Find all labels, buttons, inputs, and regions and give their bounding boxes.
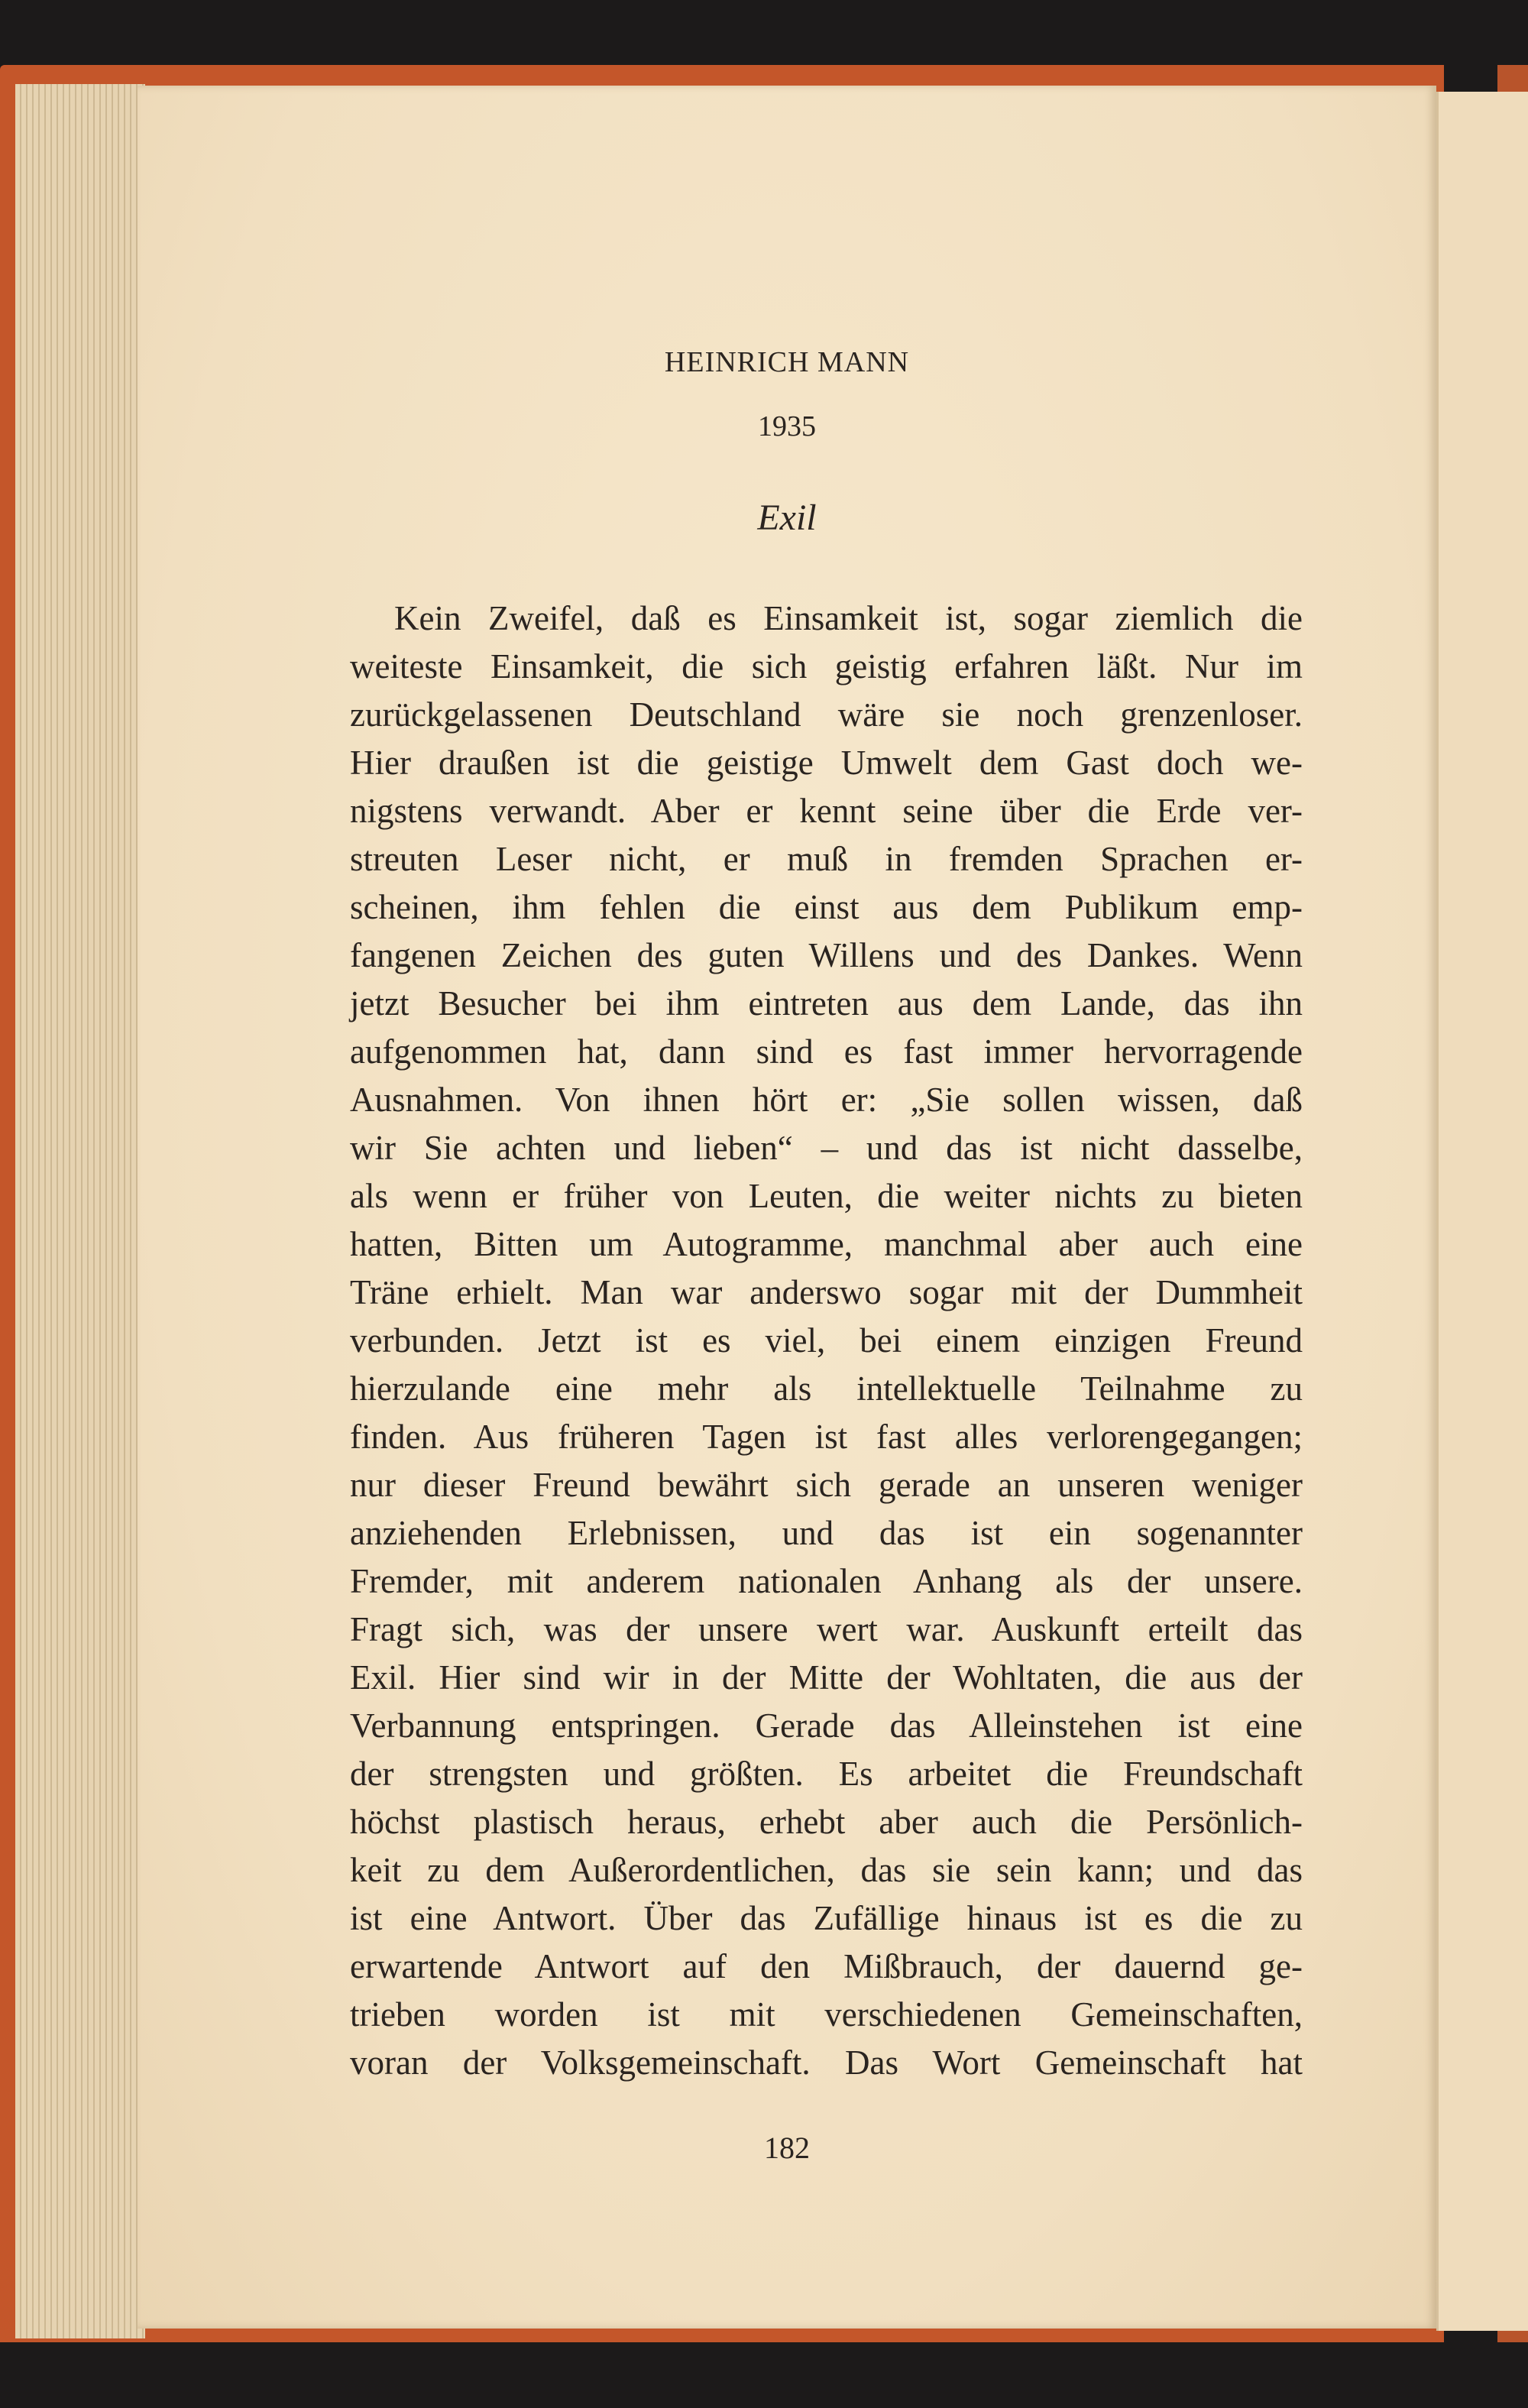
text-line: keit zu dem Außerordentlichen, das sie sein kann; und das [350, 1851, 1303, 1889]
text-line: fangenen Zeichen des guten Willens und des Dankes. Wenn [350, 936, 1303, 974]
text-line: zurückgelassenen Deutschland wäre sie noch grenzenloser. [350, 695, 1303, 734]
text-line: Hier draußen ist die geistige Umwelt dem Gast doch we- [350, 744, 1303, 782]
text-line: Ausnahmen. Von ihnen hört er: „Sie sollen wissen, daß [350, 1081, 1303, 1119]
book-page [138, 86, 1436, 2329]
facing-page-edge [1436, 92, 1528, 2331]
text-line: weiteste Einsamkeit, die sich geistig erfahren läßt. Nur im [350, 647, 1303, 685]
chapter-title: Exil [757, 497, 817, 538]
text-line: trieben worden ist mit verschiedenen Gemeinschaften, [350, 1995, 1303, 2034]
text-line: verbunden. Jetzt ist es viel, bei einem einzigen Freund [350, 1321, 1303, 1360]
text-line: der strengsten und größten. Es arbeitet die Freundschaft [350, 1755, 1303, 1793]
text-line: voran der Volksgemeinschaft. Das Wort Gemeinschaft hat [350, 2043, 1303, 2082]
text-line: Exil. Hier sind wir in der Mitte der Wohltaten, die aus der [350, 1658, 1303, 1697]
page-number: 182 [764, 2131, 810, 2165]
text-line: Fremder, mit anderem nationalen Anhang als der unsere. [350, 1562, 1303, 1600]
body-text [350, 595, 1303, 2087]
text-line: jetzt Besucher bei ihm eintreten aus dem Lande, das ihn [350, 984, 1303, 1023]
text-line: Verbannung entspringen. Gerade das Alleinstehen ist eine [350, 1706, 1303, 1745]
text-line: finden. Aus früheren Tagen ist fast alles verlorengegangen; [350, 1418, 1303, 1456]
text-line: höchst plastisch heraus, erhebt aber auch die Persönlich- [350, 1803, 1303, 1841]
text-line: aufgenommen hat, dann sind es fast immer hervorragende [350, 1032, 1303, 1071]
text-line: ist eine Antwort. Über das Zufällige hinaus ist es die zu [350, 1899, 1303, 1937]
text-line: hatten, Bitten um Autogramme, manchmal aber auch eine [350, 1225, 1303, 1263]
text-line: hierzulande eine mehr als intellektuelle Teilnahme zu [350, 1369, 1303, 1408]
running-head-author: HEINRICH MANN [664, 346, 910, 378]
text-line: anziehenden Erlebnissen, und das ist ein sogenannter [350, 1514, 1303, 1552]
text-line: nigstens verwandt. Aber er kennt seine über die Erde ver- [350, 792, 1303, 830]
text-line: nur dieser Freund bewährt sich gerade an unseren weniger [350, 1466, 1303, 1504]
text-line: erwartende Antwort auf den Mißbrauch, der dauernd ge- [350, 1947, 1303, 1985]
text-line: Fragt sich, was der unsere wert war. Auskunft erteilt das [350, 1610, 1303, 1648]
text-line: streuten Leser nicht, er muß in fremden Sprachen er- [350, 840, 1303, 878]
chapter-year: 1935 [758, 410, 816, 442]
page-stack [15, 84, 145, 2338]
text-line: als wenn er früher von Leuten, die weiter nichts zu bieten [350, 1177, 1303, 1215]
text-line: Träne erhielt. Man war anderswo sogar mit der Dummheit [350, 1273, 1303, 1311]
text-line: scheinen, ihm fehlen die einst aus dem Publikum emp- [350, 888, 1303, 926]
text-line: wir Sie achten und lieben“ – und das ist nicht dasselbe, [350, 1129, 1303, 1167]
text-line: Kein Zweifel, daß es Einsamkeit ist, sogar ziemlich die [394, 599, 1303, 637]
